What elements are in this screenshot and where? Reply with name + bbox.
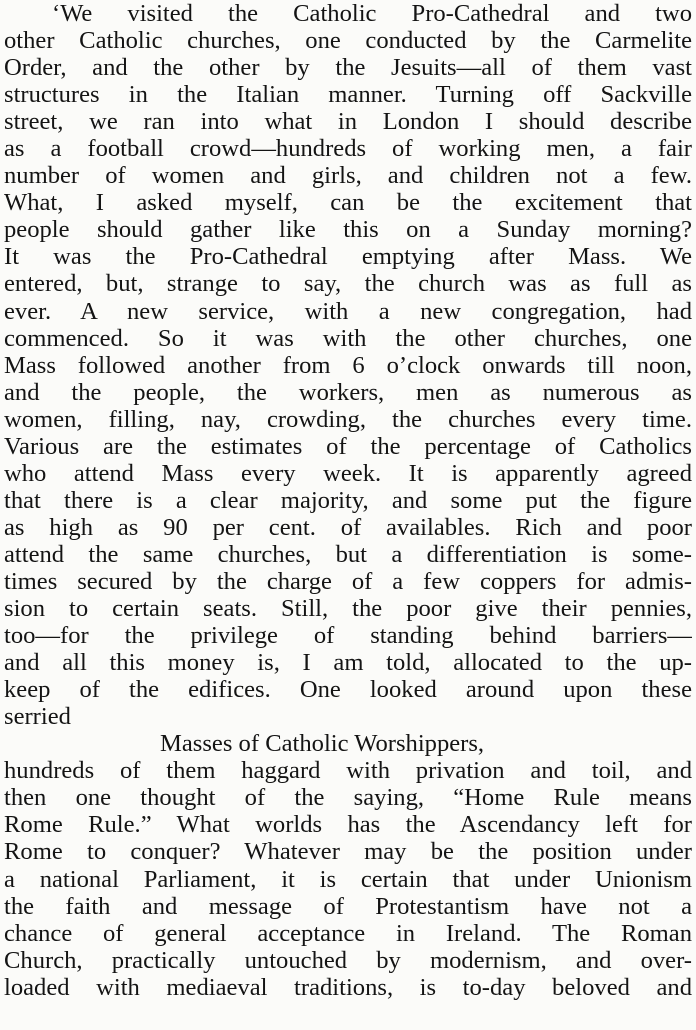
text-line: What, I asked myself, can be the excitement that (4, 189, 692, 217)
text-line: that there is a clear majority, and some put the figure (4, 486, 692, 514)
text-line: hundreds of them haggard with privation and toil, and (4, 757, 692, 785)
text-line: It was the Pro-Cathedral emptying after Mass. We (4, 243, 692, 271)
text-line: women, filling, nay, crowding, the churches every time. (4, 405, 692, 433)
text-line: too—for the privilege of standing behind barriers— (4, 622, 692, 650)
text-line: keep of the edifices. One looked around upon these (4, 676, 692, 704)
text-line: then one thought of the saying, “Home Rule means (4, 784, 692, 812)
text-line: times secured by the charge of a few coppers for admis- (4, 567, 692, 595)
text-line: the faith and message of Protestantism have not a (4, 892, 692, 920)
paragraph-1 (4, 0, 692, 730)
text-line: attend the same churches, but a differentiation is some- (4, 540, 692, 568)
text-line: Various are the estimates of the percentage of Catholics (4, 432, 692, 460)
text-line: Church, practically untouched by modernism, and over- (4, 946, 692, 974)
subheading: Masses of Catholic Worshippers, (160, 730, 485, 758)
text-line: Rome Rule.” What worlds has the Ascendancy left for (4, 811, 692, 839)
text-line: ‘We visited the Catholic Pro-Cathedral and two (52, 0, 692, 27)
text-line: sion to certain seats. Still, the poor give their pennies, (4, 595, 692, 623)
article-column (4, 0, 692, 1001)
text-line: structures in the Italian manner. Turning off Sackville (4, 81, 692, 109)
text-line: Mass followed another from 6 o’clock onwards till noon, (4, 351, 692, 379)
text-line: a national Parliament, it is certain that under Unionism (4, 865, 692, 893)
text-line: serried (4, 703, 71, 731)
text-line: people should gather like this on a Sunday morning? (4, 216, 692, 244)
text-line: Order, and the other by the Jesuits—all of them vast (4, 54, 692, 82)
paragraph-2 (4, 757, 692, 1000)
text-line: other Catholic churches, one conducted by the Carmelite (4, 27, 692, 55)
text-line: and all this money is, I am told, allocated to the up- (4, 649, 692, 677)
text-line: loaded with mediaeval traditions, is to-day beloved and (4, 973, 692, 1001)
text-line: street, we ran into what in London I should describe (4, 108, 692, 136)
text-line: chance of general acceptance in Ireland. The Roman (4, 919, 692, 947)
text-line: commenced. So it was with the other churches, one (4, 324, 692, 352)
text-line: ever. A new service, with a new congregation, had (4, 297, 692, 325)
text-line: as high as 90 per cent. of availables. Rich and poor (4, 513, 692, 541)
text-line: number of women and girls, and children not a few. (4, 162, 692, 190)
text-line: who attend Mass every week. It is apparently agreed (4, 459, 692, 487)
text-line: and the people, the workers, men as numerous as (4, 378, 692, 406)
text-line: entered, but, strange to say, the church was as full as (4, 270, 692, 298)
text-line: as a football crowd—hundreds of working men, a fair (4, 135, 692, 163)
text-line: Rome to conquer? Whatever may be the position under (4, 838, 692, 866)
